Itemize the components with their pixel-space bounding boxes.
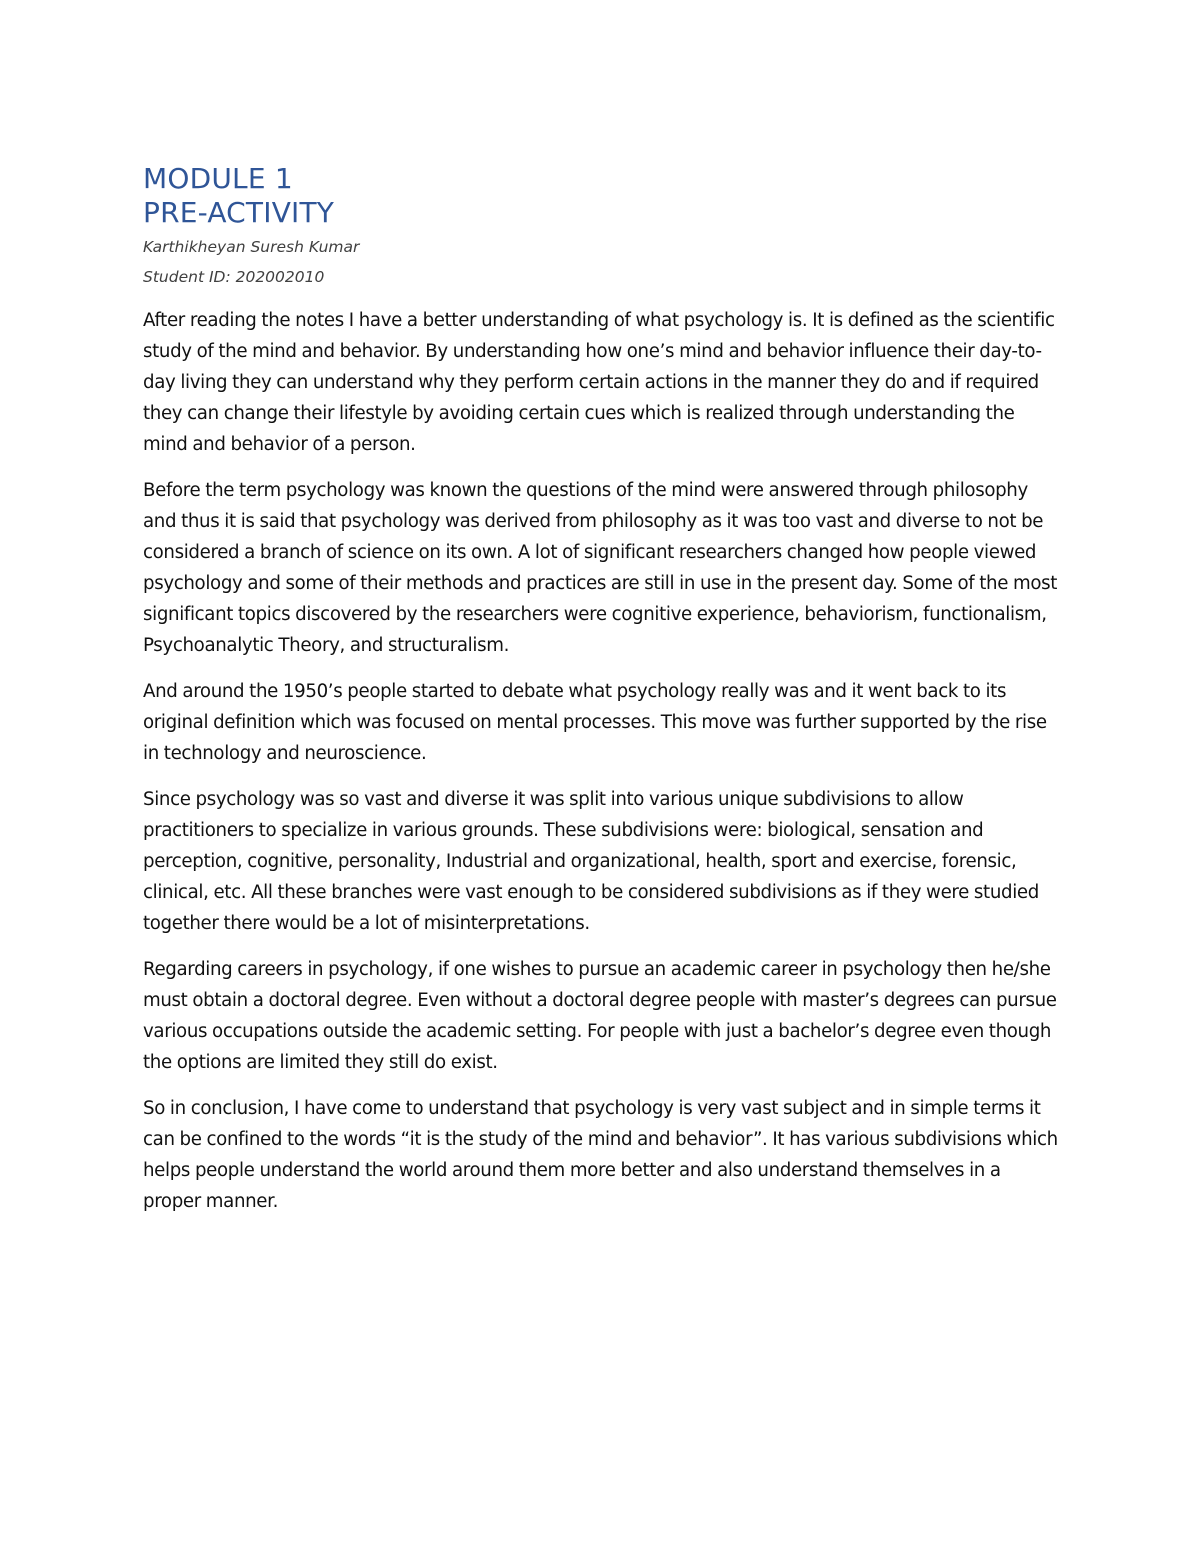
pre-activity-heading: PRE-ACTIVITY: [143, 196, 335, 229]
document-body: [143, 305, 1063, 1217]
author-name: Karthikheyan Suresh Kumar: [143, 238, 360, 256]
module-heading: MODULE 1: [143, 162, 293, 195]
document-page: [143, 162, 1063, 1232]
paragraph-conclusion: So in conclusion, I have come to understand that psychology is very vast subject and in simple terms it can be confined to the words “it is the study of the mind and behavior”. It has various subdivisions which helps people understand the world around them more better and also understand themselves in a proper manner.: [143, 1098, 1058, 1212]
student-id: Student ID: 202002010: [143, 268, 325, 286]
paragraph-history: Before the term psychology was known the questions of the mind were answered through philosophy and thus it is said that psychology was derived from philosophy as it was too vast and diverse to not be considered a branch of science on its own. A lot of significant researchers changed how people viewed psychology and some of their methods and practices are still in use in the present day. Some of the most significant topics discovered by the researchers were cognitive experience, behaviorism, functionalism, Psychoanalytic Theory, and structuralism.: [143, 480, 1058, 656]
paragraph-1950s: And around the 1950’s people started to debate what psychology really was and it went back to its original definition which was focused on mental processes. This move was further supported by the rise in technology and neuroscience.: [143, 681, 1047, 764]
paragraph-careers: Regarding careers in psychology, if one wishes to pursue an academic career in psychology then he/she must obtain a doctoral degree. Even without a doctoral degree people with master’s degrees can pursue various occupations outside the academic setting. For people with just a bachelor’s degree even though the options are limited they still do exist.: [143, 959, 1057, 1073]
paragraph-intro: After reading the notes I have a better understanding of what psychology is. It is defined as the scientific study of the mind and behavior. By understanding how one’s mind and behavior influence their day-to-day living they can understand why they perform certain actions in the manner they do and if required they can change their lifestyle by avoiding certain cues which is realized through understanding the mind and behavior of a person.: [143, 310, 1055, 455]
paragraph-subdivisions: Since psychology was so vast and diverse it was split into various unique subdivisions to allow practitioners to specialize in various grounds. These subdivisions were: biological, sensation and perception, cognitive, personality, Industrial and organizational, health, sport and exercise, forensic, clinical, etc. All these branches were vast enough to be considered subdivisions as if they were studied together there would be a lot of misinterpretations.: [143, 789, 1039, 934]
